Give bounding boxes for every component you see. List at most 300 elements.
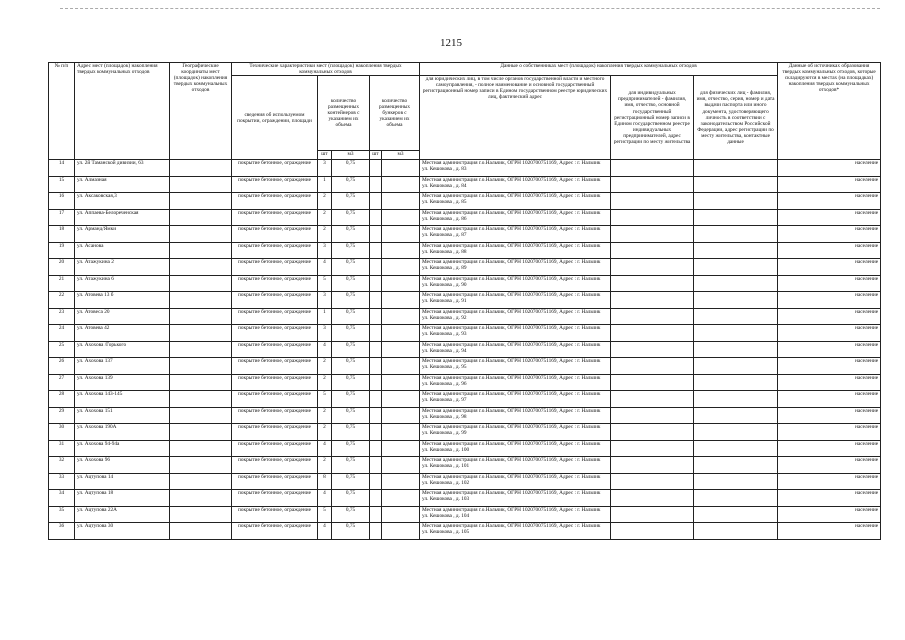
row-cover: покрытие бетонное, ограждение (232, 176, 318, 193)
row-bunker-count (370, 457, 382, 474)
row-owner-ip (611, 391, 694, 408)
row-bunker-volume (382, 440, 420, 457)
row-bunker-volume (382, 209, 420, 226)
row-owner-ip (611, 226, 694, 243)
row-source: население (778, 457, 881, 474)
row-owner-legal: Местная администрация г.о.Нальчик, ОГРН 1020700751169, Адрес : г. Нальчик ул. Кешокова , д. 92 (420, 308, 611, 325)
row-container-count: 5 (318, 391, 332, 408)
row-container-count: 4 (318, 341, 332, 358)
table-row (49, 391, 881, 408)
row-geo (170, 424, 232, 441)
row-owner-legal: Местная администрация г.о.Нальчик, ОГРН 1020700751169, Адрес : г. Нальчик ул. Кешокова , д. 88 (420, 242, 611, 259)
row-owner-phys (694, 358, 778, 375)
row-bunker-volume (382, 242, 420, 259)
row-bunker-volume (382, 259, 420, 276)
row-bunker-volume (382, 176, 420, 193)
row-bunker-volume (382, 457, 420, 474)
row-cover: покрытие бетонное, ограждение (232, 308, 318, 325)
row-address: ул. Ахохова 96 (75, 457, 170, 474)
row-owner-legal: Местная администрация г.о.Нальчик, ОГРН 1020700751169, Адрес : г. Нальчик ул. Кешокова , д. 93 (420, 325, 611, 342)
table-row (49, 490, 881, 507)
row-source: население (778, 176, 881, 193)
header-legal: для юридических лиц, в том числе органов государственной власти и местного самоуправления, - полное наименование и основной государственный регистрационный номер записи в Едином государственном реестре юридических лиц, фактический адрес (420, 76, 611, 160)
row-bunker-count (370, 160, 382, 177)
row-owner-phys (694, 176, 778, 193)
row-num: 19 (49, 242, 75, 259)
row-address: ул. 2й Таманской дивизии, 63 (75, 160, 170, 177)
row-num: 35 (49, 506, 75, 523)
row-geo (170, 275, 232, 292)
row-bunker-count (370, 407, 382, 424)
row-num: 25 (49, 341, 75, 358)
table-row (49, 473, 881, 490)
row-address: ул. Ахохова 94-94а (75, 440, 170, 457)
row-owner-ip (611, 424, 694, 441)
row-bunker-volume (382, 358, 420, 375)
table-row (49, 242, 881, 259)
row-num: 34 (49, 490, 75, 507)
header-bunkers-pcs: шт (370, 151, 382, 160)
row-container-count: 3 (318, 160, 332, 177)
row-owner-ip (611, 440, 694, 457)
row-container-volume: 0,75 (332, 473, 370, 490)
row-container-count: 1 (318, 308, 332, 325)
row-source: население (778, 275, 881, 292)
row-bunker-volume (382, 308, 420, 325)
row-address: ул. Асанова (75, 242, 170, 259)
row-container-count: 3 (318, 325, 332, 342)
table-row (49, 407, 881, 424)
scan-edge-line (60, 8, 880, 9)
row-owner-phys (694, 242, 778, 259)
row-bunker-count (370, 226, 382, 243)
row-container-volume: 0,75 (332, 242, 370, 259)
header-bunkers: количество размещенных бункеров с указанием их объема (370, 76, 420, 151)
row-geo (170, 407, 232, 424)
row-address: ул. Ацтупова 22А (75, 506, 170, 523)
row-owner-legal: Местная администрация г.о.Нальчик, ОГРН 1020700751169, Адрес : г. Нальчик ул. Кешокова , д. 94 (420, 341, 611, 358)
row-owner-legal: Местная администрация г.о.Нальчик, ОГРН 1020700751169, Адрес : г. Нальчик ул. Кешокова , д. 104 (420, 506, 611, 523)
row-source: население (778, 440, 881, 457)
row-container-volume: 0,75 (332, 275, 370, 292)
row-owner-phys (694, 292, 778, 309)
row-bunker-count (370, 523, 382, 540)
row-owner-ip (611, 176, 694, 193)
row-container-volume: 0,75 (332, 358, 370, 375)
row-owner-ip (611, 407, 694, 424)
row-geo (170, 490, 232, 507)
row-container-volume: 0,75 (332, 292, 370, 309)
row-container-count: 2 (318, 193, 332, 210)
row-owner-ip (611, 374, 694, 391)
row-geo (170, 473, 232, 490)
row-owner-ip (611, 193, 694, 210)
registry-body (49, 160, 881, 540)
row-owner-legal: Местная администрация г.о.Нальчик, ОГРН 1020700751169, Адрес : г. Нальчик ул. Кешокова , д. 83 (420, 160, 611, 177)
row-bunker-count (370, 424, 382, 441)
row-container-volume: 0,75 (332, 209, 370, 226)
row-address: ул. Атажукина 2 (75, 259, 170, 276)
header-owners: Данные о собственниках мест (площадок) накопления твердых коммунальных отходов (420, 63, 778, 76)
row-num: 31 (49, 440, 75, 457)
table-row (49, 523, 881, 540)
header-geo: Географические координаты мест (площадок) накопления твердых коммунальных отходов (170, 63, 232, 160)
row-cover: покрытие бетонное, ограждение (232, 473, 318, 490)
table-row (49, 506, 881, 523)
row-cover: покрытие бетонное, ограждение (232, 457, 318, 474)
row-address: ул. Аксаковская,3 (75, 193, 170, 210)
row-container-volume: 0,75 (332, 176, 370, 193)
row-owner-ip (611, 341, 694, 358)
row-bunker-count (370, 374, 382, 391)
row-owner-ip (611, 160, 694, 177)
row-owner-phys (694, 457, 778, 474)
row-num: 27 (49, 374, 75, 391)
row-owner-ip (611, 358, 694, 375)
row-owner-ip (611, 308, 694, 325)
row-source: население (778, 226, 881, 243)
row-geo (170, 440, 232, 457)
row-bunker-count (370, 242, 382, 259)
row-owner-phys (694, 209, 778, 226)
row-owner-legal: Местная администрация г.о.Нальчик, ОГРН 1020700751169, Адрес : г. Нальчик ул. Кешокова , д. 105 (420, 523, 611, 540)
row-container-count: 2 (318, 374, 332, 391)
row-bunker-count (370, 440, 382, 457)
row-num: 18 (49, 226, 75, 243)
row-bunker-volume (382, 506, 420, 523)
table-row (49, 358, 881, 375)
row-address: ул. Ахохова 139 (75, 374, 170, 391)
row-container-volume: 0,75 (332, 490, 370, 507)
waste-sites-registry-table (48, 62, 881, 540)
row-container-count: 8 (318, 473, 332, 490)
row-geo (170, 292, 232, 309)
row-owner-phys (694, 391, 778, 408)
row-source: население (778, 259, 881, 276)
row-address: ул. Атажукина 6 (75, 275, 170, 292)
row-address: ул. Атовеса 20 (75, 308, 170, 325)
row-owner-phys (694, 341, 778, 358)
row-source: население (778, 209, 881, 226)
row-owner-phys (694, 374, 778, 391)
row-bunker-count (370, 341, 382, 358)
row-cover: покрытие бетонное, ограждение (232, 292, 318, 309)
row-source: население (778, 325, 881, 342)
header-phys: для физических лиц - фамилия, имя, отчество, серия, номер и дата выдачи паспорта или иного документа, удостоверяющего личность в соответствии с законодательством Российской Федерации, адрес регистрации по месту жительства, контактные данные (694, 76, 778, 160)
row-owner-legal: Местная администрация г.о.Нальчик, ОГРН 1020700751169, Адрес : г. Нальчик ул. Кешокова , д. 96 (420, 374, 611, 391)
row-owner-legal: Местная администрация г.о.Нальчик, ОГРН 1020700751169, Адрес : г. Нальчик ул. Кешокова , д. 99 (420, 424, 611, 441)
header-containers-m3: м3 (332, 151, 370, 160)
row-bunker-count (370, 473, 382, 490)
row-bunker-volume (382, 325, 420, 342)
row-container-count: 2 (318, 226, 332, 243)
row-cover: покрытие бетонное, ограждение (232, 242, 318, 259)
table-row (49, 259, 881, 276)
row-owner-legal: Местная администрация г.о.Нальчик, ОГРН 1020700751169, Адрес : г. Нальчик ул. Кешокова , д. 87 (420, 226, 611, 243)
row-cover: покрытие бетонное, ограждение (232, 358, 318, 375)
row-container-count: 2 (318, 358, 332, 375)
row-source: население (778, 391, 881, 408)
row-owner-legal: Местная администрация г.о.Нальчик, ОГРН 1020700751169, Адрес : г. Нальчик ул. Кешокова , д. 84 (420, 176, 611, 193)
row-bunker-volume (382, 391, 420, 408)
row-cover: покрытие бетонное, ограждение (232, 407, 318, 424)
row-cover: покрытие бетонное, ограждение (232, 424, 318, 441)
row-owner-legal: Местная администрация г.о.Нальчик, ОГРН 1020700751169, Адрес : г. Нальчик ул. Кешокова , д. 102 (420, 473, 611, 490)
row-cover: покрытие бетонное, ограждение (232, 160, 318, 177)
row-bunker-volume (382, 292, 420, 309)
row-container-volume: 0,75 (332, 193, 370, 210)
row-geo (170, 506, 232, 523)
row-container-volume: 0,75 (332, 226, 370, 243)
row-bunker-volume (382, 490, 420, 507)
row-bunker-volume (382, 473, 420, 490)
header-containers: количество размещенных контейнеров с указанием их объема (318, 76, 370, 151)
row-bunker-count (370, 308, 382, 325)
row-source: население (778, 308, 881, 325)
row-owner-phys (694, 424, 778, 441)
row-container-count: 2 (318, 424, 332, 441)
row-address: ул. Арманд/Ямки (75, 226, 170, 243)
row-address: ул. Атовева 42 (75, 325, 170, 342)
row-address: ул. Ахохова 151 (75, 407, 170, 424)
table-row (49, 176, 881, 193)
row-geo (170, 341, 232, 358)
row-owner-phys (694, 473, 778, 490)
row-bunker-count (370, 259, 382, 276)
row-container-count: 5 (318, 506, 332, 523)
row-bunker-count (370, 490, 382, 507)
row-owner-ip (611, 209, 694, 226)
row-container-volume: 0,75 (332, 457, 370, 474)
row-geo (170, 209, 232, 226)
row-owner-ip (611, 457, 694, 474)
row-owner-legal: Местная администрация г.о.Нальчик, ОГРН 1020700751169, Адрес : г. Нальчик ул. Кешокова , д. 103 (420, 490, 611, 507)
table-row (49, 193, 881, 210)
table-row (49, 226, 881, 243)
row-container-volume: 0,75 (332, 259, 370, 276)
row-address: ул. Атовева 13 б (75, 292, 170, 309)
row-container-volume: 0,75 (332, 424, 370, 441)
row-owner-legal: Местная администрация г.о.Нальчик, ОГРН 1020700751169, Адрес : г. Нальчик ул. Кешокова , д. 101 (420, 457, 611, 474)
page-number: 1215 (440, 37, 462, 49)
row-cover: покрытие бетонное, ограждение (232, 259, 318, 276)
row-num: 15 (49, 176, 75, 193)
row-geo (170, 523, 232, 540)
row-owner-legal: Местная администрация г.о.Нальчик, ОГРН 1020700751169, Адрес : г. Нальчик ул. Кешокова , д. 100 (420, 440, 611, 457)
row-geo (170, 176, 232, 193)
row-owner-ip (611, 325, 694, 342)
row-owner-phys (694, 440, 778, 457)
row-num: 30 (49, 424, 75, 441)
row-bunker-count (370, 358, 382, 375)
table-row (49, 160, 881, 177)
row-address: ул. Ахохова 190А (75, 424, 170, 441)
row-bunker-volume (382, 275, 420, 292)
row-geo (170, 242, 232, 259)
row-owner-ip (611, 242, 694, 259)
row-bunker-count (370, 325, 382, 342)
row-source: население (778, 424, 881, 441)
row-source: население (778, 473, 881, 490)
row-geo (170, 358, 232, 375)
table-row (49, 325, 881, 342)
row-bunker-count (370, 176, 382, 193)
header-tech: Технические характеристики мест (площадок) накопления твердых коммунальных отходов (232, 63, 420, 76)
row-bunker-volume (382, 424, 420, 441)
row-owner-phys (694, 308, 778, 325)
row-owner-ip (611, 292, 694, 309)
header-cover: сведения об используемом покрытии, ограждении, площади (232, 76, 318, 160)
header-containers-pcs: шт (318, 151, 332, 160)
row-bunker-count (370, 209, 382, 226)
row-num: 36 (49, 523, 75, 540)
row-geo (170, 325, 232, 342)
row-geo (170, 374, 232, 391)
row-owner-ip (611, 490, 694, 507)
row-container-count: 1 (318, 176, 332, 193)
row-num: 14 (49, 160, 75, 177)
row-num: 24 (49, 325, 75, 342)
row-container-volume: 0,75 (332, 523, 370, 540)
row-bunker-volume (382, 374, 420, 391)
table-row (49, 275, 881, 292)
header-address: Адрес мест (площадок) накопления твердых коммунальных отходов (75, 63, 170, 160)
row-container-volume: 0,75 (332, 374, 370, 391)
row-bunker-count (370, 506, 382, 523)
table-row (49, 424, 881, 441)
row-owner-phys (694, 506, 778, 523)
row-bunker-volume (382, 193, 420, 210)
row-bunker-volume (382, 160, 420, 177)
row-owner-ip (611, 275, 694, 292)
row-container-volume: 0,75 (332, 391, 370, 408)
table-row (49, 308, 881, 325)
row-geo (170, 391, 232, 408)
row-cover: покрытие бетонное, ограждение (232, 193, 318, 210)
header-ip: для индивидуальных предпринимателей - фамилия, имя, отчество, основной государственный регистрационный номер записи в Едином государственном реестре индивидуальных предпринимателей, адрес регистрации по месту жительства (611, 76, 694, 160)
row-owner-phys (694, 160, 778, 177)
row-container-count: 4 (318, 490, 332, 507)
row-owner-ip (611, 506, 694, 523)
row-source: население (778, 242, 881, 259)
row-owner-phys (694, 226, 778, 243)
row-owner-legal: Местная администрация г.о.Нальчик, ОГРН 1020700751169, Адрес : г. Нальчик ул. Кешокова , д. 85 (420, 193, 611, 210)
row-geo (170, 193, 232, 210)
row-num: 21 (49, 275, 75, 292)
row-container-volume: 0,75 (332, 160, 370, 177)
row-container-count: 4 (318, 440, 332, 457)
row-address: ул. Ахохова /Горького (75, 341, 170, 358)
row-container-count: 2 (318, 407, 332, 424)
row-owner-legal: Местная администрация г.о.Нальчик, ОГРН 1020700751169, Адрес : г. Нальчик ул. Кешокова , д. 89 (420, 259, 611, 276)
row-cover: покрытие бетонное, ограждение (232, 490, 318, 507)
row-cover: покрытие бетонное, ограждение (232, 209, 318, 226)
row-num: 33 (49, 473, 75, 490)
row-bunker-count (370, 391, 382, 408)
row-num: 20 (49, 259, 75, 276)
row-owner-legal: Местная администрация г.о.Нальчик, ОГРН 1020700751169, Адрес : г. Нальчик ул. Кешокова , д. 86 (420, 209, 611, 226)
row-cover: покрытие бетонное, ограждение (232, 226, 318, 243)
row-source: население (778, 292, 881, 309)
header-sources: Данные об источниках образования твердых коммунальных отходов, которые складируются в местах (на площадках) накопления твердых коммунальных отходов* (778, 63, 881, 160)
row-geo (170, 226, 232, 243)
row-source: население (778, 490, 881, 507)
row-num: 16 (49, 193, 75, 210)
row-num: 32 (49, 457, 75, 474)
table-row (49, 292, 881, 309)
row-address: ул. Ахохова 143-145 (75, 391, 170, 408)
row-cover: покрытие бетонное, ограждение (232, 325, 318, 342)
row-owner-phys (694, 193, 778, 210)
row-container-count: 3 (318, 242, 332, 259)
row-bunker-count (370, 193, 382, 210)
row-cover: покрытие бетонное, ограждение (232, 440, 318, 457)
row-bunker-volume (382, 407, 420, 424)
row-source: население (778, 160, 881, 177)
row-container-volume: 0,75 (332, 407, 370, 424)
row-container-count: 4 (318, 523, 332, 540)
table-row (49, 341, 881, 358)
row-container-volume: 0,75 (332, 325, 370, 342)
row-bunker-count (370, 292, 382, 309)
row-owner-legal: Местная администрация г.о.Нальчик, ОГРН 1020700751169, Адрес : г. Нальчик ул. Кешокова , д. 91 (420, 292, 611, 309)
row-container-count: 4 (318, 259, 332, 276)
row-source: население (778, 407, 881, 424)
row-num: 29 (49, 407, 75, 424)
row-bunker-volume (382, 523, 420, 540)
row-container-count: 3 (318, 292, 332, 309)
row-owner-legal: Местная администрация г.о.Нальчик, ОГРН 1020700751169, Адрес : г. Нальчик ул. Кешокова , д. 90 (420, 275, 611, 292)
row-source: население (778, 358, 881, 375)
row-container-volume: 0,75 (332, 440, 370, 457)
row-num: 23 (49, 308, 75, 325)
row-address: ул. Ацтупова 30 (75, 523, 170, 540)
table-row (49, 209, 881, 226)
row-geo (170, 160, 232, 177)
table-row (49, 440, 881, 457)
header-bunkers-m3: м3 (382, 151, 420, 160)
row-num: 17 (49, 209, 75, 226)
row-source: население (778, 374, 881, 391)
row-owner-legal: Местная администрация г.о.Нальчик, ОГРН 1020700751169, Адрес : г. Нальчик ул. Кешокова , д. 97 (420, 391, 611, 408)
row-source: население (778, 193, 881, 210)
row-bunker-volume (382, 226, 420, 243)
row-num: 26 (49, 358, 75, 375)
row-cover: покрытие бетонное, ограждение (232, 506, 318, 523)
row-cover: покрытие бетонное, ограждение (232, 523, 318, 540)
header-num: № п/п (49, 63, 75, 160)
row-container-volume: 0,75 (332, 506, 370, 523)
row-owner-phys (694, 325, 778, 342)
row-owner-phys (694, 490, 778, 507)
table-row (49, 374, 881, 391)
row-num: 28 (49, 391, 75, 408)
row-owner-ip (611, 259, 694, 276)
row-container-count: 2 (318, 457, 332, 474)
row-bunker-count (370, 275, 382, 292)
row-owner-legal: Местная администрация г.о.Нальчик, ОГРН 1020700751169, Адрес : г. Нальчик ул. Кешокова , д. 98 (420, 407, 611, 424)
row-container-count: 2 (318, 209, 332, 226)
row-source: население (778, 341, 881, 358)
row-cover: покрытие бетонное, ограждение (232, 374, 318, 391)
row-bunker-volume (382, 341, 420, 358)
row-address: ул. Ацтупова 18 (75, 490, 170, 507)
row-cover: покрытие бетонное, ограждение (232, 391, 318, 408)
row-cover: покрытие бетонное, ограждение (232, 341, 318, 358)
row-container-count: 5 (318, 275, 332, 292)
row-owner-phys (694, 523, 778, 540)
row-num: 22 (49, 292, 75, 309)
